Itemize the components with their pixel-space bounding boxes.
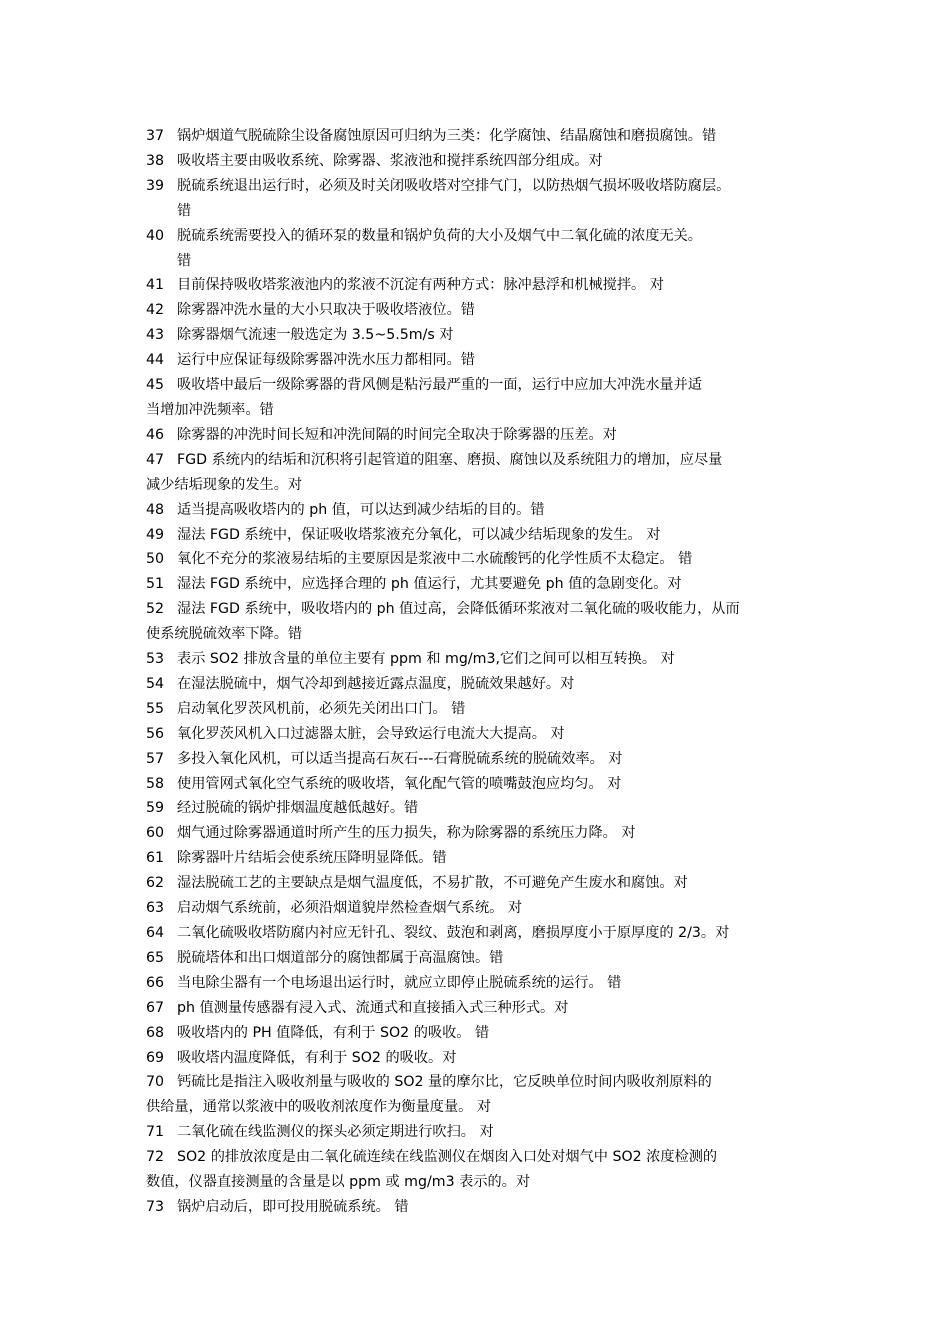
item-number: 56 [146,725,165,742]
item-number: 60 [146,825,165,842]
list-item [146,996,814,1021]
item-number: 73 [146,1198,165,1215]
item-text: 吸收塔主要由吸收系统、除雾器、浆液池和搅拌系统四部分组成。对 [177,152,603,169]
item-text: 在湿法脱硫中，烟气冷却到越接近露点温度，脱硫效果越好。对 [177,675,575,692]
list-item [146,1120,814,1145]
item-number: 65 [146,949,165,966]
item-text: 表示 SO2 排放含量的单位主要有 ppm 和 mg/m3,它们之间可以相互转换。 对 [177,651,675,668]
item-text: 湿法 FGD 系统中，保证吸收塔浆液充分氧化，可以减少结垢现象的发生。 对 [177,526,661,543]
list-item [146,448,814,473]
item-text: 除雾器的冲洗时间长短和冲洗间隔的时间完全取决于除雾器的压差。对 [177,426,617,443]
item-text: 适当提高吸收塔内的 ph 值，可以达到减少结垢的目的。错 [177,501,545,518]
list-item [146,796,814,821]
question-list [146,124,814,1220]
item-text: 脱硫系统退出运行时，必须及时关闭吸收塔对空排气门，以防热烟气损坏吸收塔防腐层。 [177,177,731,194]
item-number: 66 [146,974,165,991]
list-item [146,547,814,572]
list-item [146,597,814,622]
list-item [146,722,814,747]
item-text: 锅炉启动后，即可投用脱硫系统。 错 [177,1198,409,1215]
item-text: SO2 的排放浓度是由二氧化硫连续在线监测仪在烟囱入口处对烟气中 SO2 浓度检测的 [177,1149,718,1166]
item-continuation: 数值，仪器直接测量的含量是以 ppm 或 mg/m3 表示的。对 [146,1174,531,1191]
item-text: 钙硫比是指注入吸收剂量与吸收的 SO2 量的摩尔比，它反映单位时间内吸收剂原料的 [177,1074,712,1091]
list-item [146,124,814,149]
item-number: 47 [146,451,165,468]
item-text: 脱硫系统需要投入的循环泵的数量和锅炉负荷的大小及烟气中二氧化硫的浓度无关。 [177,227,702,244]
item-number: 55 [146,700,165,717]
item-number: 72 [146,1149,165,1166]
list-item [146,697,814,722]
item-number: 59 [146,800,165,817]
item-number: 58 [146,775,165,792]
item-continuation: 减少结垢现象的发生。对 [146,476,303,493]
item-number: 52 [146,601,165,618]
item-number: 48 [146,501,165,518]
list-item [146,921,814,946]
list-item [146,298,814,323]
item-number: 38 [146,152,165,169]
list-item [146,772,814,797]
item-number: 61 [146,850,165,867]
item-number: 44 [146,352,165,369]
item-text: 湿法脱硫工艺的主要缺点是烟气温度低，不易扩散，不可避免产生废水和腐蚀。对 [177,875,688,892]
list-item [146,149,814,174]
list-item [146,373,814,398]
item-text: 脱硫塔体和出口烟道部分的腐蚀都属于高温腐蚀。错 [177,949,504,966]
item-number: 37 [146,128,165,144]
list-item [146,747,814,772]
item-number: 46 [146,426,165,443]
item-number: 64 [146,925,165,941]
list-item [146,498,814,523]
item-number: 53 [146,651,165,668]
list-item [146,273,814,298]
item-text: 锅炉烟道气脱硫除尘设备腐蚀原因可归纳为三类：化学腐蚀、结晶腐蚀和磨损腐蚀。错 [177,128,717,144]
item-number: 70 [146,1074,165,1091]
item-text: 经过脱硫的锅炉排烟温度越低越好。错 [177,800,419,817]
item-number: 40 [146,227,165,244]
list-item [146,896,814,921]
item-text: FGD 系统内的结垢和沉积将引起管道的阻塞、磨损、腐蚀以及系统阻力的增加，应尽量 [177,451,723,468]
item-number: 68 [146,1024,165,1041]
item-text: 除雾器冲洗水量的大小只取决于吸收塔液位。错 [177,302,475,319]
list-item [146,423,814,448]
item-text: 氧化不充分的浆液易结垢的主要原因是浆液中二水硫酸钙的化学性质不太稳定。 错 [177,551,693,568]
item-text: 二氧化硫吸收塔防腐内衬应无针孔、裂纹、鼓泡和剥离，磨损厚度小于原厚度的 2/3。对 [177,925,730,941]
item-number: 39 [146,177,165,194]
item-continuation: 使系统脱硫效率下降。错 [146,626,303,643]
item-number: 54 [146,675,165,692]
item-text: 湿法 FGD 系统中，应选择合理的 ph 值运行，尤其要避免 ph 值的急剧变化。对 [177,576,682,593]
list-item [146,523,814,548]
item-continuation: 错 [177,202,192,219]
item-text: 除雾器叶片结垢会使系统压降明显降低。错 [177,850,447,867]
list-item [146,672,814,697]
list-item [146,323,814,348]
item-text: 使用管网式氧化空气系统的吸收塔，氧化配气管的喷嘴鼓泡应均匀。 对 [177,775,622,792]
item-number: 67 [146,999,165,1016]
item-text: 启动烟气系统前，必须沿烟道貌岸然检查烟气系统。 对 [177,900,523,917]
list-item [146,946,814,971]
item-text: 二氧化硫在线监测仪的探头必须定期进行吹扫。 对 [177,1124,494,1141]
list-item [146,647,814,672]
item-number: 42 [146,302,165,319]
item-number: 62 [146,875,165,892]
item-number: 43 [146,327,165,344]
item-text: 湿法 FGD 系统中，吸收塔内的 ph 值过高，会降低循环浆液对二氧化硫的吸收能力，从而 [177,601,740,618]
item-number: 49 [146,526,165,543]
list-item [146,224,814,249]
list-item [146,821,814,846]
item-text: 多投入氧化风机，可以适当提高石灰石---石膏脱硫系统的脱硫效率。 对 [177,750,623,767]
item-text: 启动氧化罗茨风机前，必须先关闭出口门。 错 [177,700,466,717]
item-text: 氧化罗茨风机入口过滤器太脏，会导致运行电流大大提高。 对 [177,725,565,742]
item-continuation: 当增加冲洗频率。错 [146,401,274,418]
item-text: 吸收塔内温度降低，有利于 SO2 的吸收。对 [177,1049,457,1066]
item-number: 63 [146,900,165,917]
item-number: 41 [146,277,165,294]
item-number: 51 [146,576,165,593]
item-text: 吸收塔内的 PH 值降低，有利于 SO2 的吸收。 错 [177,1024,490,1041]
list-item [146,1195,814,1220]
item-text: 除雾器烟气流速一般选定为 3.5~5.5m/s 对 [177,327,454,344]
list-item [146,1145,814,1170]
item-continuation: 错 [177,252,192,269]
item-text: 烟气通过除雾器通道时所产生的压力损失，称为除雾器的系统压力降。 对 [177,825,636,842]
item-number: 57 [146,750,165,767]
item-number: 69 [146,1049,165,1066]
list-item [146,1046,814,1071]
list-item [146,846,814,871]
list-item [146,1021,814,1046]
list-item [146,572,814,597]
item-text: 运行中应保证每级除雾器冲洗水压力都相同。错 [177,352,475,369]
item-text: 吸收塔中最后一级除雾器的背风侧是粘污最严重的一面，运行中应加大冲洗水量并适 [177,377,702,394]
list-item [146,971,814,996]
item-number: 45 [146,377,165,394]
list-item [146,1070,814,1095]
item-number: 71 [146,1124,165,1141]
list-item [146,348,814,373]
list-item [146,871,814,896]
list-item [146,174,814,199]
item-continuation: 供给量，通常以浆液中的吸收剂浓度作为衡量度量。 对 [146,1099,492,1116]
item-text: ph 值测量传感器有浸入式、流通式和直接插入式三种形式。对 [177,999,569,1016]
item-text: 目前保持吸收塔浆液池内的浆液不沉淀有两种方式：脉冲悬浮和机械搅拌。 对 [177,277,664,294]
item-number: 50 [146,551,165,568]
item-text: 当电除尘器有一个电场退出运行时，就应立即停止脱硫系统的运行。 错 [177,974,622,991]
